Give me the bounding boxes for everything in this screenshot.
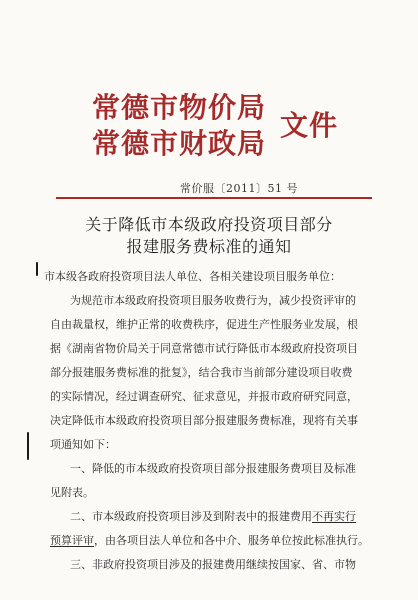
body-line: 据《湖南省物价局关于同意常德市试行降低市本级政府投资项目 xyxy=(50,342,358,355)
body-line xyxy=(50,532,369,548)
body-line: 决定降低市本级政府投资项目部分报建服务费标准，现将有关事 xyxy=(50,414,358,427)
document-word: 文件 xyxy=(280,109,339,142)
issuer-name-finance-bureau: 常德市财政局 xyxy=(92,127,267,160)
body-line xyxy=(70,508,356,524)
document-number: 常价服〔2011〕51 号 xyxy=(180,182,298,195)
issuer-name-price-bureau: 常德市物价局 xyxy=(92,91,267,124)
body-line: 见附表。 xyxy=(50,486,94,499)
scan-mark xyxy=(36,262,38,276)
salutation: 市本级各政府投资项目法人单位、各相关建设项目服务单位： xyxy=(44,270,341,283)
body-line: 三、非政府投资项目涉及的报建费用继续按国家、省、市物 xyxy=(70,558,356,571)
body-line: 的实际情况，经过调查研究、征求意见，并报市政府研究同意， xyxy=(50,390,358,403)
document-title-line-1: 关于降低市本级政府投资项目部分 xyxy=(85,215,333,234)
body-line: 部分报建服务费标准的批复》，结合我市当前部分建设项目收费 xyxy=(50,366,353,379)
body-line: 一、降低的市本级政府投资项目部分报建服务费项目及标准 xyxy=(70,462,356,475)
body-line: 为规范市本级政府投资项目服务收费行为，减少投资评审的 xyxy=(70,294,356,307)
header-divider-line xyxy=(56,197,372,199)
body-text: 二、市本级政府投资项目涉及到附表中的报建费用 xyxy=(70,510,312,523)
body-line: 项通知如下： xyxy=(50,438,116,451)
underlined-phrase: 预算评审 xyxy=(50,534,94,547)
scan-mark xyxy=(27,432,29,460)
body-text: ，由各项目法人单位和各中介、服务单位按此标准执行。 xyxy=(94,534,369,547)
body-line: 自由裁量权，维护正常的收费秩序，促进生产性服务业发展，根 xyxy=(50,318,358,331)
document-title-line-2: 报建服务费标准的通知 xyxy=(126,237,292,256)
underlined-phrase: 不再实行 xyxy=(312,510,356,523)
